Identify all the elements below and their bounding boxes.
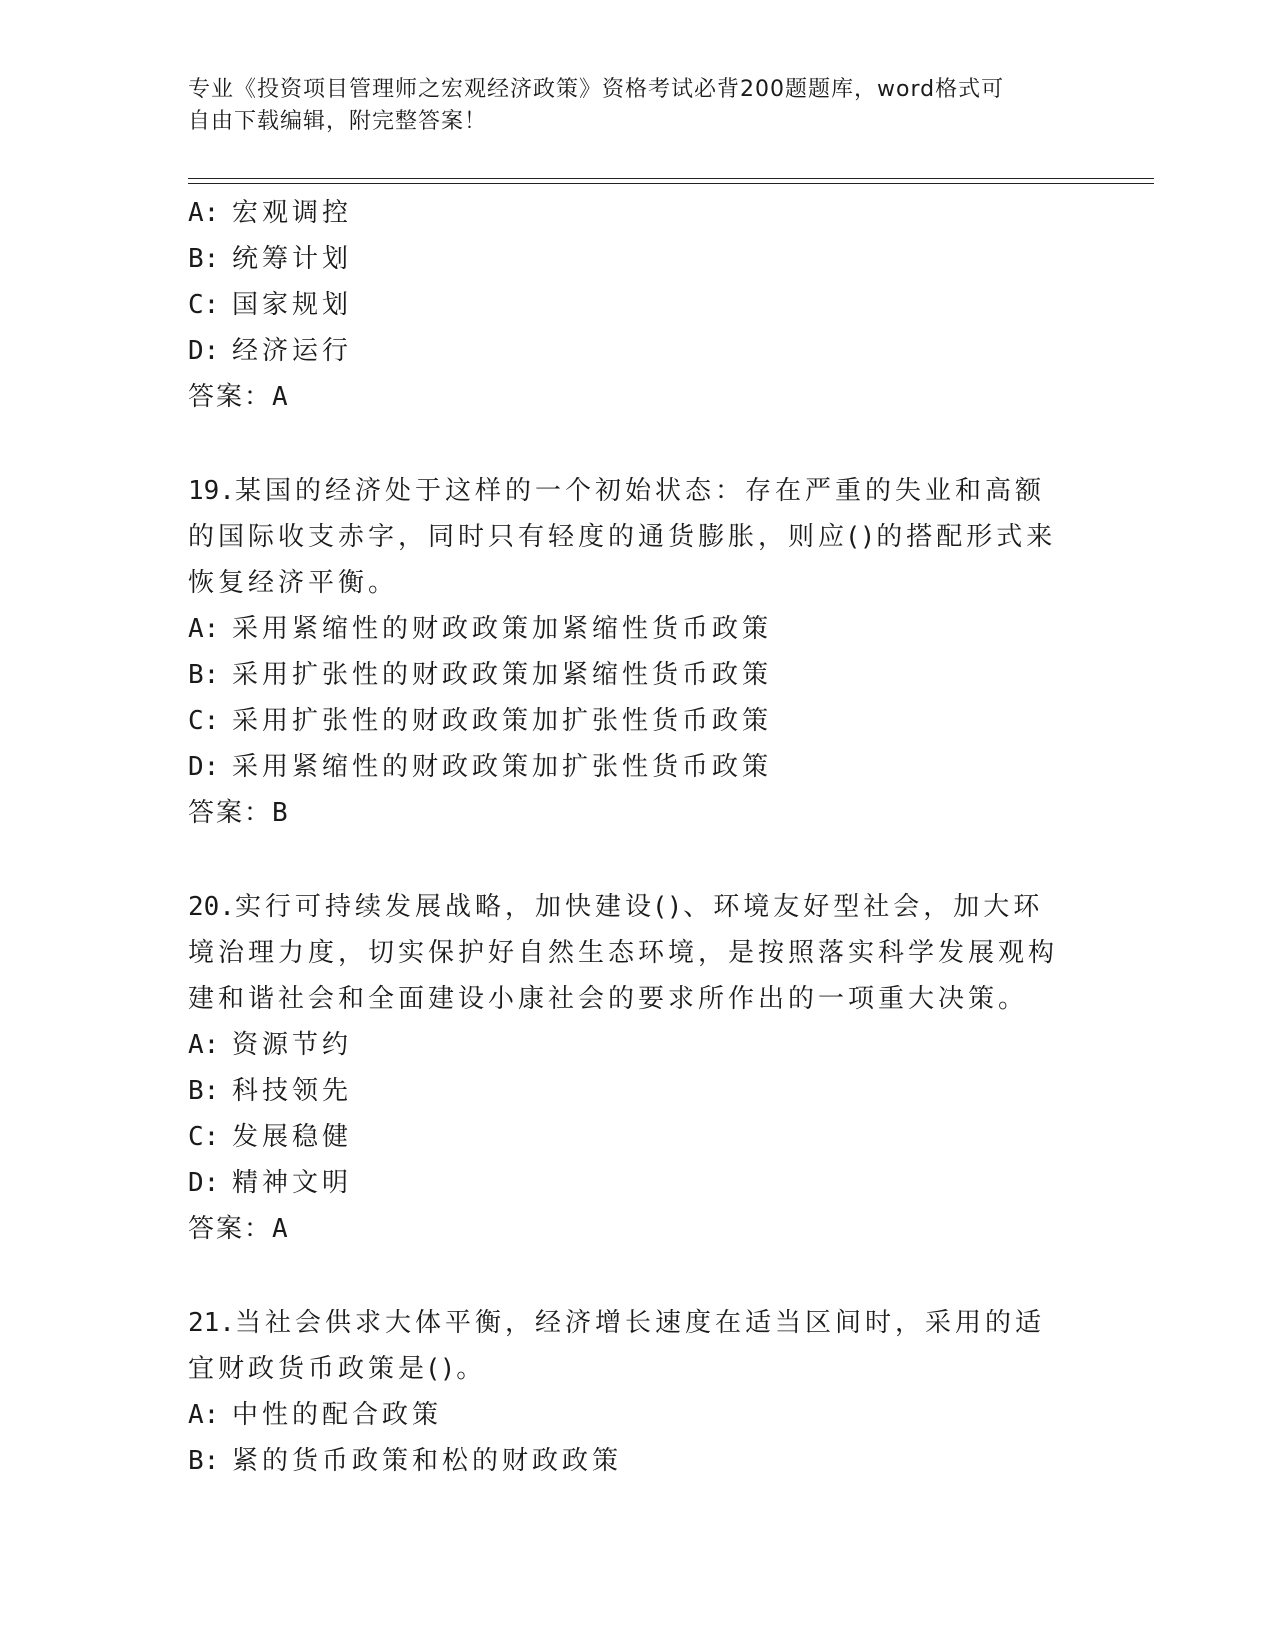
question-number: 19. <box>188 476 235 506</box>
option-label: A: <box>188 1400 220 1430</box>
option-b <box>188 652 1088 698</box>
option-text: 统筹计划 <box>232 244 353 274</box>
question-20 <box>188 884 1088 1252</box>
answer-value: A <box>272 382 290 412</box>
option-label: B: <box>188 1446 220 1476</box>
option-label: D: <box>188 752 220 782</box>
option-label: B: <box>188 244 220 274</box>
question-text: 当社会供求大体平衡，经济增长速度在适当区间时，采用的适宜财政货币政策是()。 <box>188 1308 1045 1384</box>
option-a <box>188 1392 1088 1438</box>
header-line-2: 自由下载编辑，附完整答案！ <box>188 109 488 134</box>
option-c <box>188 698 1088 744</box>
question-text: 某国的经济处于这样的一个初始状态：存在严重的失业和高额的国际收支赤字，同时只有轻度的通货膨胀，则应()的搭配形式来恢复经济平衡。 <box>188 476 1057 598</box>
option-label: A: <box>188 1030 220 1060</box>
header-divider-bottom <box>188 183 1154 184</box>
question-stem <box>188 1300 1068 1392</box>
option-text: 采用扩张性的财政政策加紧缩性货币政策 <box>232 660 773 690</box>
answer-label: 答案： <box>188 1214 273 1244</box>
option-text: 发展稳健 <box>232 1122 353 1152</box>
answer-label: 答案： <box>188 382 273 412</box>
question-19 <box>188 468 1088 836</box>
option-label: C: <box>188 290 220 320</box>
answer-line <box>188 374 1088 420</box>
option-text: 经济运行 <box>232 336 353 366</box>
option-text: 宏观调控 <box>232 198 353 228</box>
answer-value: A <box>272 1214 290 1244</box>
option-text: 紧的货币政策和松的财政政策 <box>232 1446 623 1476</box>
option-label: A: <box>188 198 220 228</box>
option-label: B: <box>188 1076 220 1106</box>
option-label: B: <box>188 660 220 690</box>
answer-line <box>188 790 1088 836</box>
option-a <box>188 1022 1088 1068</box>
answer-value: B <box>272 798 290 828</box>
answer-label: 答案： <box>188 798 273 828</box>
option-d <box>188 1160 1088 1206</box>
question-number: 21. <box>188 1308 235 1338</box>
option-label: C: <box>188 1122 220 1152</box>
option-b <box>188 1438 1088 1484</box>
header-line-1: 专业《投资项目管理师之宏观经济政策》资格考试必背200题题库，word格式可 <box>188 77 1005 102</box>
option-text: 中性的配合政策 <box>232 1400 443 1430</box>
question-stem <box>188 468 1068 606</box>
option-d <box>188 744 1088 790</box>
option-label: C: <box>188 706 220 736</box>
option-text: 国家规划 <box>232 290 353 320</box>
option-c <box>188 1114 1088 1160</box>
header-divider-top <box>188 178 1154 179</box>
document-header <box>188 74 1088 138</box>
option-d <box>188 328 1088 374</box>
question-text: 实行可持续发展战略，加快建设()、环境友好型社会，加大环境治理力度，切实保护好自然生态环境，是按照落实科学发展观构建和谐社会和全面建设小康社会的要求所作出的一项重大决策。 <box>188 892 1059 1014</box>
option-text: 采用扩张性的财政政策加扩张性货币政策 <box>232 706 773 736</box>
option-text: 采用紧缩性的财政政策加扩张性货币政策 <box>232 752 773 782</box>
option-text: 科技领先 <box>232 1076 353 1106</box>
option-label: D: <box>188 336 220 366</box>
question-stem <box>188 884 1068 1022</box>
option-c <box>188 282 1088 328</box>
option-a <box>188 190 1088 236</box>
question-list <box>188 190 1088 1484</box>
question-18-options <box>188 190 1088 420</box>
question-number: 20. <box>188 892 235 922</box>
option-text: 精神文明 <box>232 1168 353 1198</box>
option-text: 资源节约 <box>232 1030 353 1060</box>
option-label: D: <box>188 1168 220 1198</box>
question-21 <box>188 1300 1088 1484</box>
option-label: A: <box>188 614 220 644</box>
option-b <box>188 1068 1088 1114</box>
option-a <box>188 606 1088 652</box>
answer-line <box>188 1206 1088 1252</box>
option-b <box>188 236 1088 282</box>
option-text: 采用紧缩性的财政政策加紧缩性货币政策 <box>232 614 773 644</box>
